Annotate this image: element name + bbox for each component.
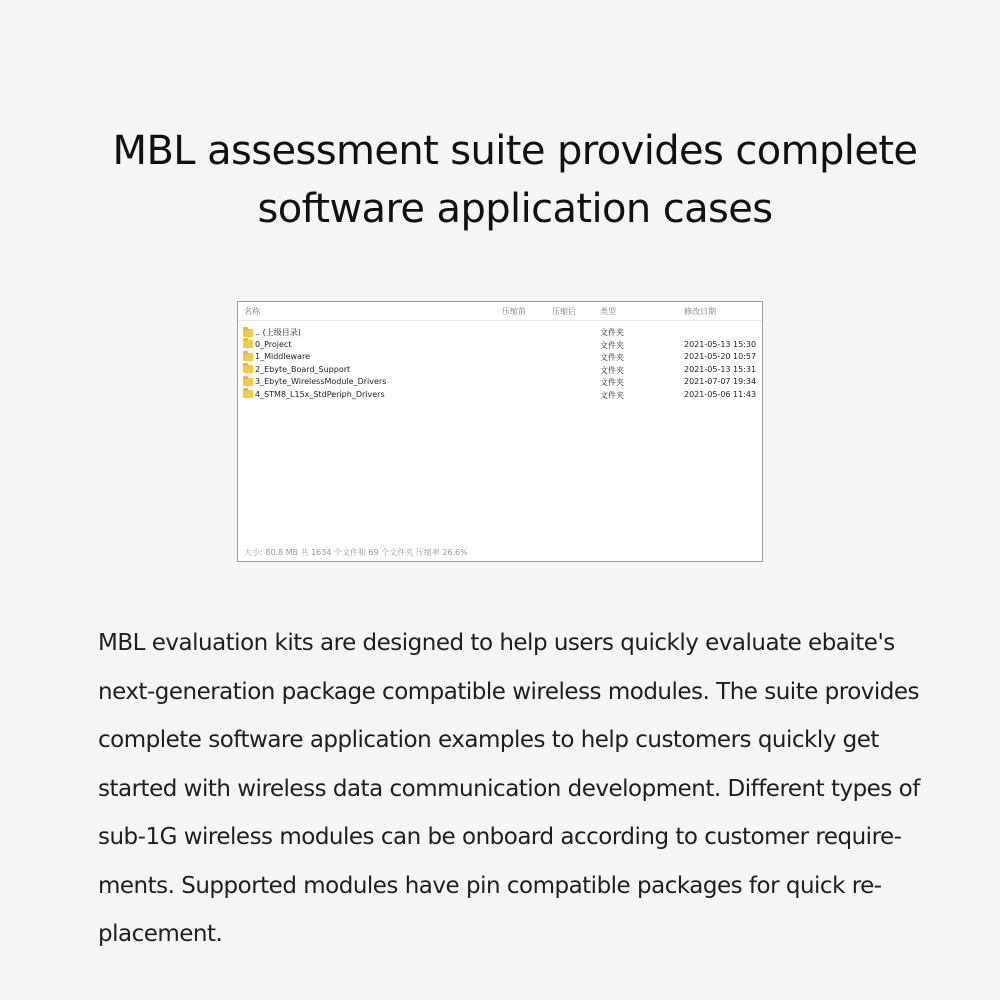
list-item[interactable] [238,376,762,389]
description-line: ments. Supported modules have pin compatible packages for quick re- [98,872,882,899]
folder-icon [243,340,253,348]
file-name: 4_STM8_L15x_StdPeriph_Drivers [255,389,385,399]
file-list-header [238,302,762,321]
file-list [238,326,762,402]
page-title-line-1: MBL assessment suite provides complete [112,128,918,174]
description-line: MBL evaluation kits are designed to help users quickly evaluate ebaite's [98,630,895,656]
description-paragraph [98,619,948,959]
description-line: sub-1G wireless modules can be onboard according to customer require- [98,824,902,850]
folder-icon [243,329,253,337]
file-name: 3_Ebyte_WirelessModule_Drivers [255,377,387,387]
description-line: complete software application examples to help customers quickly get [98,727,879,753]
file-name: 1_Middleware [255,352,310,362]
file-type: 文件夹 [600,378,624,388]
file-type: 文件夹 [600,340,624,350]
file-modified: 2021-05-06 11:43 [684,389,757,399]
file-name: 2_Ebyte_Board_Support [255,364,351,374]
list-item-parent-directory[interactable] [238,326,762,339]
description-line: next-generation package compatible wireless modules. The suite provides [98,678,920,705]
column-header-modified[interactable]: 修改日期 [684,307,716,316]
column-header-name[interactable]: 名称 [244,307,260,316]
folder-icon [243,378,253,386]
column-header-packed-size[interactable]: 压缩后 [552,307,576,316]
file-modified: 2021-05-13 15:31 [684,364,757,374]
page-title [50,122,980,238]
file-modified: 2021-05-13 15:30 [684,339,757,349]
description-line: started with wireless data communication development. Different types of [98,775,920,802]
archive-file-list-window [237,301,763,562]
description-line: placement. [98,921,223,947]
file-name: 0_Project [255,339,292,349]
file-modified: 2021-05-20 10:57 [684,352,757,362]
status-bar: 大小: 80.8 MB 共 1634 个文件和 69 个文件夹 压缩率 26.6% [244,548,468,557]
file-type: 文件夹 [600,353,624,363]
folder-icon [243,365,253,373]
list-item[interactable] [238,351,762,364]
folder-icon [243,353,253,361]
list-item[interactable] [238,364,762,377]
file-type: 文件夹 [600,365,624,375]
folder-icon [243,390,253,398]
column-header-size[interactable]: 压缩前 [502,307,526,316]
list-item[interactable] [238,389,762,402]
file-type: 文件夹 [600,328,624,337]
list-item[interactable] [238,339,762,352]
column-header-type[interactable]: 类型 [600,307,616,316]
file-name: .. (上级目录) [255,328,301,337]
file-modified: 2021-07-07 19:34 [684,377,757,387]
file-type: 文件夹 [600,390,624,400]
page-title-line-2: software application cases [257,186,773,232]
